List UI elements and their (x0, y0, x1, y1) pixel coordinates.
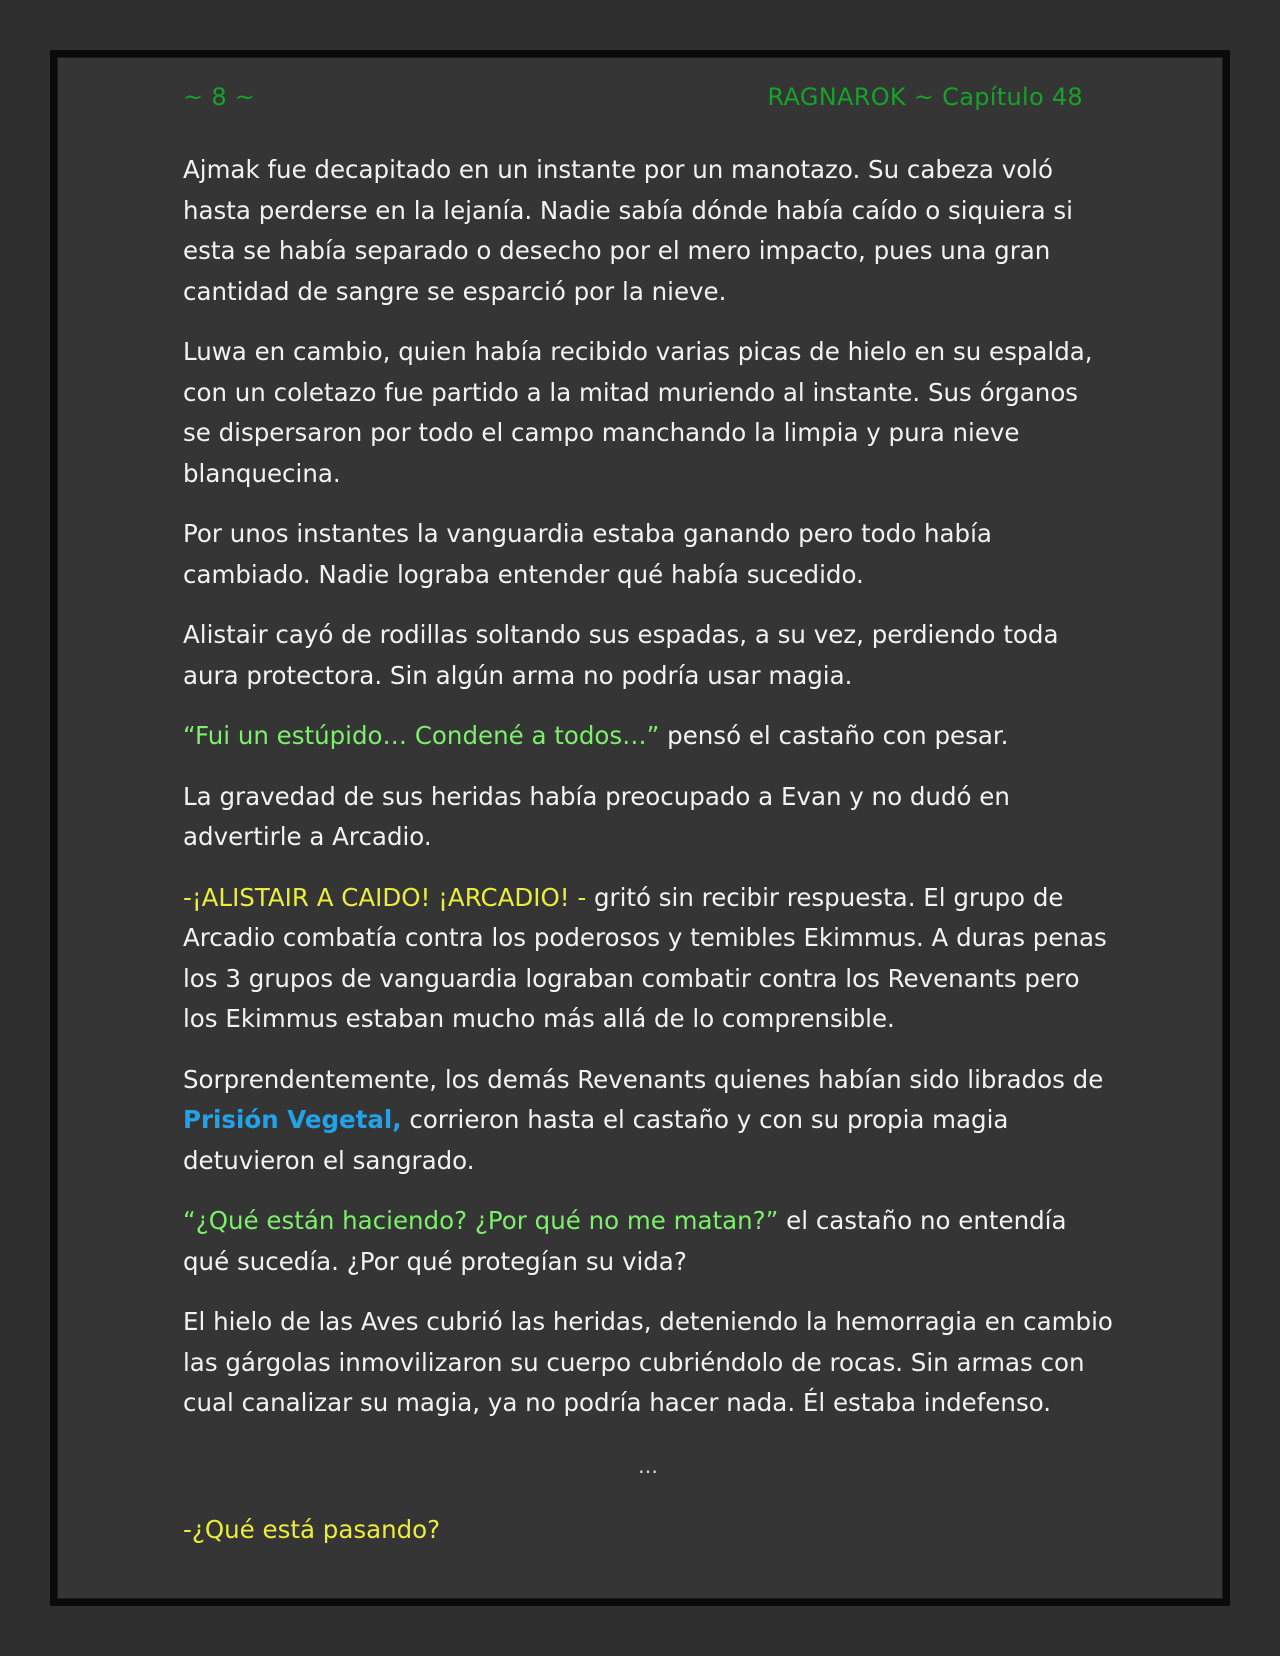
narration-text: Sorprendentemente, los demás Revenants quienes habían sido librados de (183, 1064, 1104, 1094)
page-number: ~ 8 ~ (183, 83, 256, 111)
spell-name: Prisión Vegetal, (183, 1105, 402, 1134)
paragraph (183, 716, 1113, 757)
thought-text: “Fui un estúpido… Condené a todos…” (183, 721, 660, 750)
paragraph: Ajmak fue decapitado en un instante por un manotazo. Su cabeza voló hasta perderse en la lejanía. Nadie sabía dónde había caído o siquiera si esta se había separado o desecho por el mero impacto, pues una gran cantidad de sangre se esparció por la nieve. (183, 155, 1073, 306)
paragraph: Por unos instantes la vanguardia estaba ganando pero todo había cambiado. Nadie lograba entender qué había sucedido. (183, 519, 992, 589)
page-header (183, 83, 1083, 123)
thought-text: “¿Qué están haciendo? ¿Por qué no me matan?” (183, 1206, 779, 1235)
paragraph: Alistair cayó de rodillas soltando sus espadas, a su vez, perdiendo toda aura protectora. Sin algún arma no podría usar magia. (183, 620, 1059, 690)
dialogue-text: -¿Qué está pasando? (183, 1515, 441, 1544)
narration-text: el castaño no entendía qué sucedía. ¿Por qué protegían su vida? (183, 1206, 1067, 1276)
paragraph (183, 1510, 1113, 1551)
dialogue-text: -¡ALISTAIR A CAIDO! ¡ARCADIO! - (183, 882, 587, 912)
paragraph (183, 1060, 1113, 1182)
paragraph: La gravedad de sus heridas había preocupado a Evan y no dudó en advertirle a Arcadio. (183, 781, 1010, 851)
narration-text: corrieron hasta el castaño y con su propia magia detuvieron el sangrado. (183, 1105, 1009, 1175)
chapter-title: RAGNAROK ~ Capítulo 48 (767, 83, 1083, 111)
paragraph: El hielo de las Aves cubrió las heridas, deteniendo la hemorragia en cambio las gárgolas inmovilizaron su cuerpo cubriéndolo de rocas. Sin armas con cual canalizar su magia, ya no podría hacer nada. Él estaba indefenso. (183, 1307, 1113, 1417)
paragraph: Luwa en cambio, quien había recibido varias picas de hielo en su espalda, con un coletazo fue partido a la mitad muriendo al instante. Sus órganos se dispersaron por todo el campo manchando la limpia y pura nieve blanquecina. (183, 337, 1093, 488)
paragraph (183, 1201, 1113, 1282)
narration-text: pensó el castaño con pesar. (659, 721, 1009, 750)
chapter-text (183, 150, 1113, 1571)
paragraph (183, 878, 1113, 1040)
narration-text: gritó sin recibir respuesta. El grupo de Arcadio combatía contra los poderosos y temibles Ekimmus. A duras penas los 3 grupos de vanguardia lograban combatir contra los Revenants pero los Ekimmus estaban mucho más allá de lo comprensible. (183, 882, 1107, 1033)
page (50, 50, 1230, 1606)
scene-separator: … (638, 1453, 658, 1478)
